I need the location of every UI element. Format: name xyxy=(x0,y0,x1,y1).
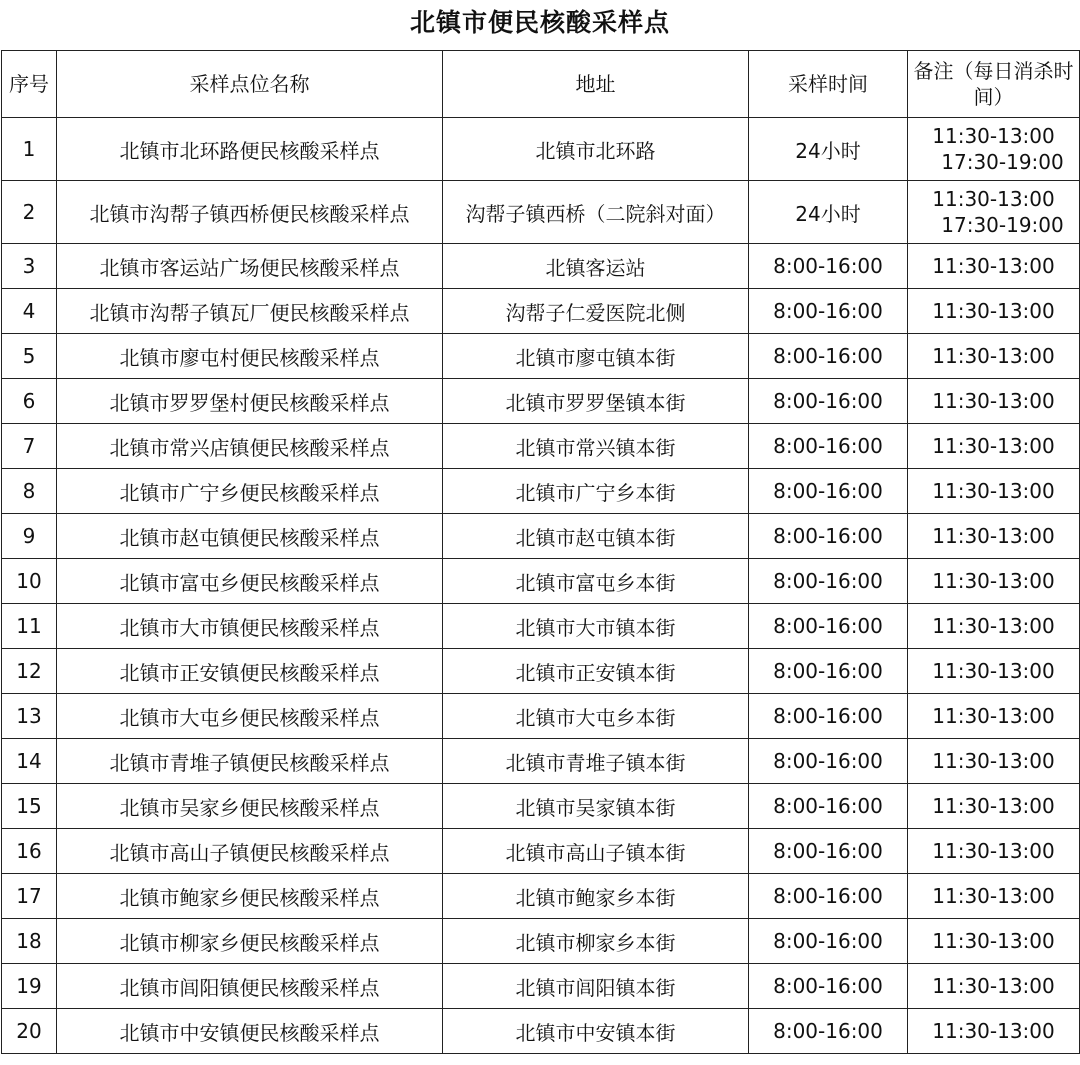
cell-time: 8:00-16:00 xyxy=(749,694,908,739)
cell-name: 北镇市富屯乡便民核酸采样点 xyxy=(57,559,443,604)
cell-index: 7 xyxy=(2,424,57,469)
note-line: 11:30-13:00 xyxy=(932,344,1055,368)
cell-note xyxy=(908,874,1080,919)
cell-index: 15 xyxy=(2,784,57,829)
cell-time: 8:00-16:00 xyxy=(749,649,908,694)
table-row xyxy=(2,424,1080,469)
cell-name: 北镇市青堆子镇便民核酸采样点 xyxy=(57,739,443,784)
cell-name: 北镇市高山子镇便民核酸采样点 xyxy=(57,829,443,874)
cell-index: 2 xyxy=(2,181,57,244)
cell-address: 北镇市广宁乡本街 xyxy=(443,469,749,514)
note-line: 11:30-13:00 xyxy=(932,299,1055,323)
cell-name: 北镇市闾阳镇便民核酸采样点 xyxy=(57,964,443,1009)
cell-note xyxy=(908,181,1080,244)
cell-address: 北镇市罗罗堡镇本街 xyxy=(443,379,749,424)
cell-index: 9 xyxy=(2,514,57,559)
cell-address: 沟帮子仁爱医院北侧 xyxy=(443,289,749,334)
cell-address: 北镇市北环路 xyxy=(443,118,749,181)
note-line: 11:30-13:00 xyxy=(932,254,1055,278)
table-row xyxy=(2,694,1080,739)
cell-name: 北镇市中安镇便民核酸采样点 xyxy=(57,1009,443,1054)
cell-time: 8:00-16:00 xyxy=(749,1009,908,1054)
note-line: 11:30-13:00 xyxy=(932,524,1055,548)
cell-address: 北镇市闾阳镇本街 xyxy=(443,964,749,1009)
cell-name: 北镇市常兴店镇便民核酸采样点 xyxy=(57,424,443,469)
cell-time: 8:00-16:00 xyxy=(749,559,908,604)
sampling-points-table xyxy=(1,50,1080,1054)
cell-note xyxy=(908,964,1080,1009)
cell-index: 17 xyxy=(2,874,57,919)
cell-note xyxy=(908,514,1080,559)
cell-time: 8:00-16:00 xyxy=(749,334,908,379)
cell-name: 北镇市客运站广场便民核酸采样点 xyxy=(57,244,443,289)
table-row xyxy=(2,739,1080,784)
cell-note xyxy=(908,334,1080,379)
cell-time: 24小时 xyxy=(749,181,908,244)
cell-name: 北镇市吴家乡便民核酸采样点 xyxy=(57,784,443,829)
cell-time: 8:00-16:00 xyxy=(749,244,908,289)
page-title: 北镇市便民核酸采样点 xyxy=(409,8,670,37)
cell-note xyxy=(908,604,1080,649)
cell-time: 8:00-16:00 xyxy=(749,604,908,649)
cell-name: 北镇市广宁乡便民核酸采样点 xyxy=(57,469,443,514)
cell-time: 8:00-16:00 xyxy=(749,739,908,784)
table-row xyxy=(2,964,1080,1009)
cell-note xyxy=(908,784,1080,829)
note-line: 11:30-13:00 xyxy=(932,1019,1055,1043)
note-line: 11:30-13:00 xyxy=(932,434,1055,458)
cell-name: 北镇市廖屯村便民核酸采样点 xyxy=(57,334,443,379)
cell-index: 6 xyxy=(2,379,57,424)
note-line: 11:30-13:00 xyxy=(932,839,1055,863)
cell-index: 13 xyxy=(2,694,57,739)
table-header-row xyxy=(2,51,1080,118)
cell-index: 4 xyxy=(2,289,57,334)
note-line: 11:30-13:00 xyxy=(932,614,1055,638)
note-line: 11:30-13:00 xyxy=(932,659,1055,683)
note-line: 11:30-13:00 xyxy=(932,479,1055,503)
note-line: 11:30-13:00 xyxy=(932,749,1055,773)
cell-name: 北镇市赵屯镇便民核酸采样点 xyxy=(57,514,443,559)
cell-index: 14 xyxy=(2,739,57,784)
table-row xyxy=(2,874,1080,919)
cell-note xyxy=(908,379,1080,424)
cell-index: 8 xyxy=(2,469,57,514)
cell-index: 1 xyxy=(2,118,57,181)
cell-address: 北镇市大市镇本街 xyxy=(443,604,749,649)
cell-note xyxy=(908,919,1080,964)
cell-address: 北镇市高山子镇本街 xyxy=(443,829,749,874)
note-line: 11:30-13:00 xyxy=(932,389,1055,413)
note-line: 11:30-13:00 xyxy=(932,884,1055,908)
cell-name: 北镇市大屯乡便民核酸采样点 xyxy=(57,694,443,739)
cell-index: 5 xyxy=(2,334,57,379)
table-row xyxy=(2,1009,1080,1054)
header-address: 地址 xyxy=(443,51,749,118)
table-row xyxy=(2,334,1080,379)
cell-name: 北镇市大市镇便民核酸采样点 xyxy=(57,604,443,649)
cell-time: 8:00-16:00 xyxy=(749,379,908,424)
cell-address: 北镇客运站 xyxy=(443,244,749,289)
cell-name: 北镇市沟帮子镇西桥便民核酸采样点 xyxy=(57,181,443,244)
cell-time: 8:00-16:00 xyxy=(749,829,908,874)
cell-note xyxy=(908,118,1080,181)
cell-note xyxy=(908,649,1080,694)
cell-address: 北镇市正安镇本街 xyxy=(443,649,749,694)
cell-address: 北镇市鲍家乡本街 xyxy=(443,874,749,919)
table-row xyxy=(2,919,1080,964)
header-name: 采样点位名称 xyxy=(57,51,443,118)
table-row xyxy=(2,469,1080,514)
table-row xyxy=(2,559,1080,604)
note-line: 11:30-13:00 xyxy=(932,187,1055,211)
cell-address: 北镇市富屯乡本街 xyxy=(443,559,749,604)
cell-name: 北镇市柳家乡便民核酸采样点 xyxy=(57,919,443,964)
cell-name: 北镇市罗罗堡村便民核酸采样点 xyxy=(57,379,443,424)
cell-index: 16 xyxy=(2,829,57,874)
cell-note xyxy=(908,694,1080,739)
cell-address: 北镇市赵屯镇本街 xyxy=(443,514,749,559)
table-body xyxy=(2,118,1080,1054)
note-line: 11:30-13:00 xyxy=(932,704,1055,728)
cell-index: 11 xyxy=(2,604,57,649)
cell-address: 北镇市大屯乡本街 xyxy=(443,694,749,739)
cell-note xyxy=(908,829,1080,874)
note-line: 11:30-13:00 xyxy=(932,124,1055,148)
table-row xyxy=(2,289,1080,334)
cell-time: 8:00-16:00 xyxy=(749,919,908,964)
cell-time: 8:00-16:00 xyxy=(749,289,908,334)
table-row xyxy=(2,118,1080,181)
cell-note xyxy=(908,559,1080,604)
note-line: 11:30-13:00 xyxy=(932,974,1055,998)
cell-name: 北镇市北环路便民核酸采样点 xyxy=(57,118,443,181)
note-line: 11:30-13:00 xyxy=(932,794,1055,818)
cell-index: 12 xyxy=(2,649,57,694)
table-row xyxy=(2,784,1080,829)
table-row xyxy=(2,244,1080,289)
cell-name: 北镇市沟帮子镇瓦厂便民核酸采样点 xyxy=(57,289,443,334)
cell-time: 8:00-16:00 xyxy=(749,424,908,469)
table-row xyxy=(2,514,1080,559)
cell-time: 8:00-16:00 xyxy=(749,469,908,514)
cell-index: 20 xyxy=(2,1009,57,1054)
cell-time: 8:00-16:00 xyxy=(749,514,908,559)
cell-note xyxy=(908,739,1080,784)
cell-address: 北镇市常兴镇本街 xyxy=(443,424,749,469)
cell-time: 24小时 xyxy=(749,118,908,181)
cell-index: 19 xyxy=(2,964,57,1009)
note-line: 17:30-19:00 xyxy=(941,150,1064,174)
cell-time: 8:00-16:00 xyxy=(749,964,908,1009)
cell-index: 3 xyxy=(2,244,57,289)
table-row xyxy=(2,604,1080,649)
header-time: 采样时间 xyxy=(749,51,908,118)
cell-note xyxy=(908,469,1080,514)
note-line: 11:30-13:00 xyxy=(932,569,1055,593)
cell-note xyxy=(908,424,1080,469)
cell-note xyxy=(908,244,1080,289)
header-note: 备注（每日消杀时间） xyxy=(908,51,1080,118)
cell-note xyxy=(908,289,1080,334)
note-line: 11:30-13:00 xyxy=(932,929,1055,953)
cell-address: 北镇市中安镇本街 xyxy=(443,1009,749,1054)
table-row xyxy=(2,649,1080,694)
cell-name: 北镇市正安镇便民核酸采样点 xyxy=(57,649,443,694)
cell-name: 北镇市鲍家乡便民核酸采样点 xyxy=(57,874,443,919)
cell-time: 8:00-16:00 xyxy=(749,874,908,919)
cell-note xyxy=(908,1009,1080,1054)
cell-index: 10 xyxy=(2,559,57,604)
table-row xyxy=(2,181,1080,244)
cell-address: 北镇市柳家乡本街 xyxy=(443,919,749,964)
table-row xyxy=(2,379,1080,424)
table-row xyxy=(2,829,1080,874)
cell-address: 北镇市吴家镇本街 xyxy=(443,784,749,829)
cell-address: 北镇市青堆子镇本街 xyxy=(443,739,749,784)
cell-address: 沟帮子镇西桥（二院斜对面） xyxy=(443,181,749,244)
cell-index: 18 xyxy=(2,919,57,964)
cell-address: 北镇市廖屯镇本街 xyxy=(443,334,749,379)
header-index: 序号 xyxy=(2,51,57,118)
note-line: 17:30-19:00 xyxy=(941,213,1064,237)
cell-time: 8:00-16:00 xyxy=(749,784,908,829)
